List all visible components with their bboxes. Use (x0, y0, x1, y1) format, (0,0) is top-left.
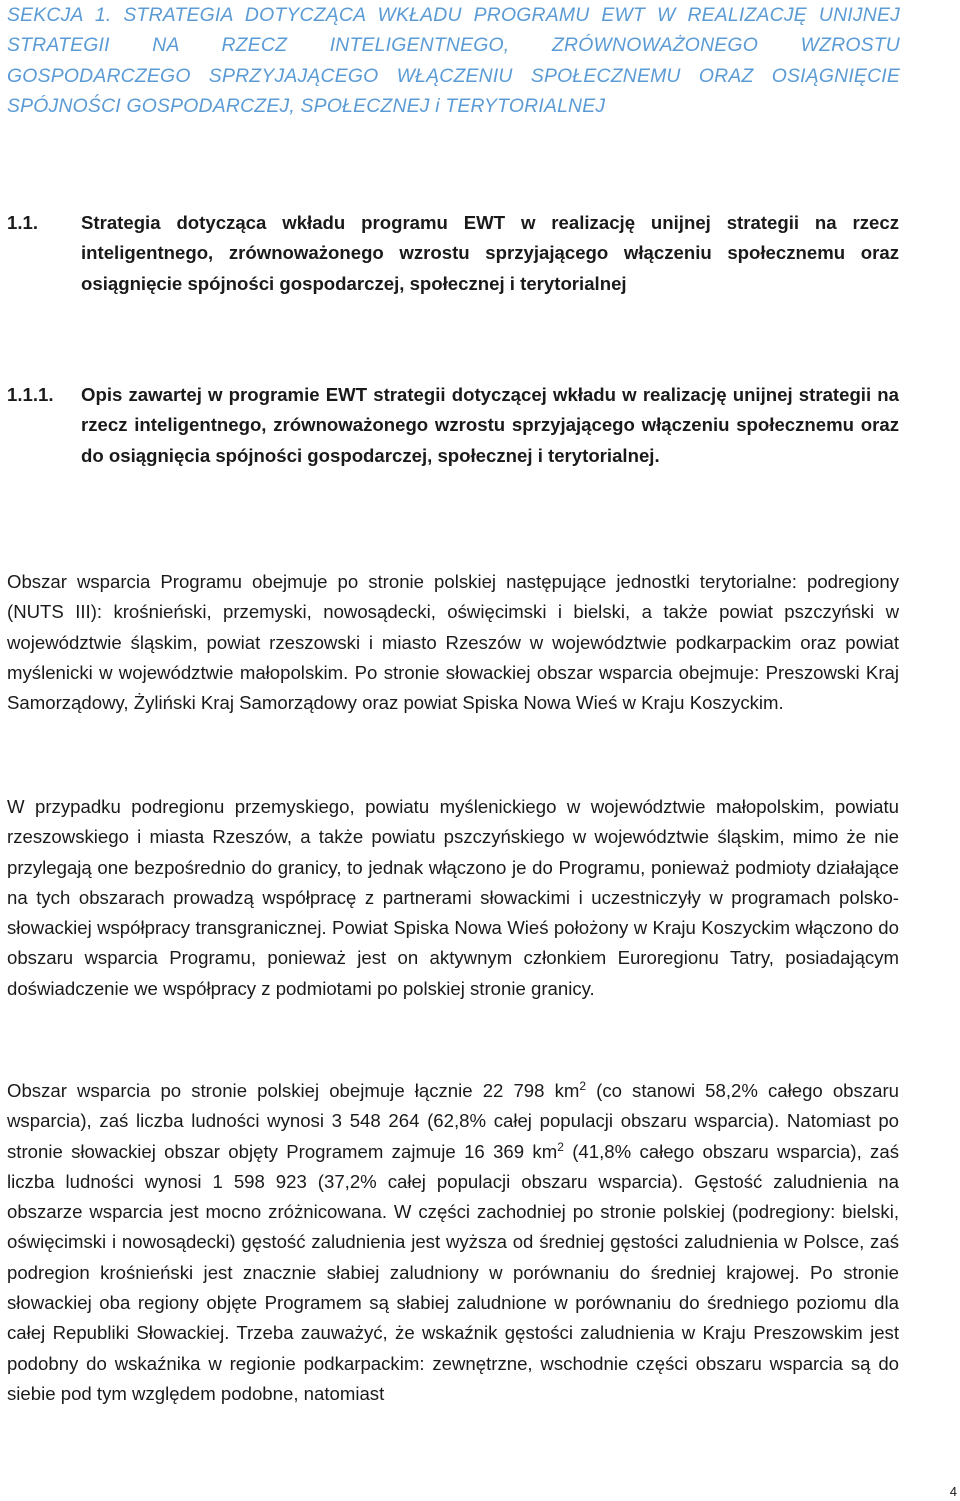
heading-1-1-1 (7, 380, 899, 471)
paragraph-area-part-a: Obszar wsparcia po stronie polskiej obejmuje łącznie 22 798 km (7, 1080, 580, 1101)
heading-1-1-number: 1.1. (7, 212, 39, 233)
section-title: SEKCJA 1. STRATEGIA DOTYCZĄCA WKŁADU PROGRAMU EWT W REALIZACJĘ UNIJNEJ STRATEGII NA RZECZ INTELIGENTNEGO, ZRÓWNOWAŻONEGO WZROSTU GOSPODARCZEGO SPRZYJAJĄCEGO WŁĄCZENIU SPOŁECZNEMU ORAZ OSIĄGNIĘCIE SPÓJNOŚCI GOSPODARCZEJ, SPOŁECZNEJ i TERYTORIALNEJ (7, 4, 900, 117)
superscript-squared: 2 (557, 1139, 564, 1154)
paragraph-support-area: Obszar wsparcia Programu obejmuje po stronie polskiej następujące jednostki terytorialne: podregiony (NUTS III): krośnieński, przemyski, nowosądecki, oświęcimski i bielski, a także powiat pszczyński w województwie śląskim, powiat rzeszowski i miasto Rzeszów w województwie podkarpackim oraz powiat myślenicki w województwie małopolskim. Po stronie słowackiej obszar wsparcia obejmuje: Preszowski Kraj Samorządowy, Żyliński Kraj Samorządowy oraz powiat Spiska Nowa Wieś w Kraju Koszyckim. (7, 571, 899, 714)
superscript-squared: 2 (579, 1079, 587, 1093)
page-number: 4 (949, 1484, 957, 1499)
paragraph-area-part-b: (co stanowi 58,2% całego obszaru wsparcia), zaś liczba ludności wynosi 3 548 264 (62,8% całej populacji obszaru wsparcia). Natomiast po stronie słowackiej obszar objęty Programem zajmuje 16 369 km (7, 1080, 899, 1162)
heading-1-1 (7, 208, 899, 299)
paragraph-area-population (7, 1076, 899, 1409)
heading-1-1-text: Strategia dotycząca wkładu programu EWT w realizację unijnej strategii na rzecz inteligentnego, zrównoważonego wzrostu sprzyjającego włączeniu społecznemu oraz osiągnięcie spójności gospodarczej, społecznej i terytorialnej (81, 212, 899, 294)
heading-1-1-1-number: 1.1.1. (7, 384, 54, 405)
heading-1-1-1-text: Opis zawartej w programie EWT strategii dotyczącej wkładu w realizację unijnej strategii na rzecz inteligentnego, zrównoważonego wzrostu sprzyjającego włączeniu społecznemu oraz do osiągnięcia spójności gospodarczej, społecznej i terytorialnej. (81, 384, 899, 466)
paragraph-area-part-c: (41,8% całego obszaru wsparcia), zaś liczba ludności wynosi 1 598 923 (37,2% całej populacji obszaru wsparcia). Gęstość zaludnienia na obszarze wsparcia jest mocno zróżnicowana. W części zachodniej po stronie polskiej (podregiony: bielski, oświęcimski i nowosądecki) gęstość zaludnienia jest wyższa od średniej gęstości zaludnienia w Polsce, zaś podregion krośnieński jest znacznie słabiej zaludniony w porównaniu do średniej krajowej. Po stronie słowackiej oba regiony objęte Programem są słabiej zaludnione w porównaniu do średniego poziomu dla całej Republiki Słowackiej. Trzeba zauważyć, że wskaźnik gęstości zaludnienia w Kraju Preszowskim jest podobny do wskaźnika w regionie podkarpackim: zewnętrzne, wschodnie części obszaru wsparcia są do siebie pod tym względem podobne, natomiast (7, 1140, 899, 1404)
paragraph-included-subregions: W przypadku podregionu przemyskiego, powiatu myślenickiego w województwie małopolskim, powiatu rzeszowskiego i miasta Rzeszów, a także powiatu pszczyńskiego w województwie śląskim, mimo że nie przylegają one bezpośrednio do granicy, to jednak włączono je do Programu, ponieważ podmioty działające na tych obszarach prowadzą współpracę z partnerami słowackimi i uczestniczyły w programach polsko-słowackiej współpracy transgranicznej. Powiat Spiska Nowa Wieś położony w Kraju Koszyckim włączono do obszaru wsparcia Programu, ponieważ jest on aktywnym członkiem Euroregionu Tatry, posiadającym doświadczenie we współpracy z podmiotami po polskiej stronie granicy. (7, 796, 899, 999)
